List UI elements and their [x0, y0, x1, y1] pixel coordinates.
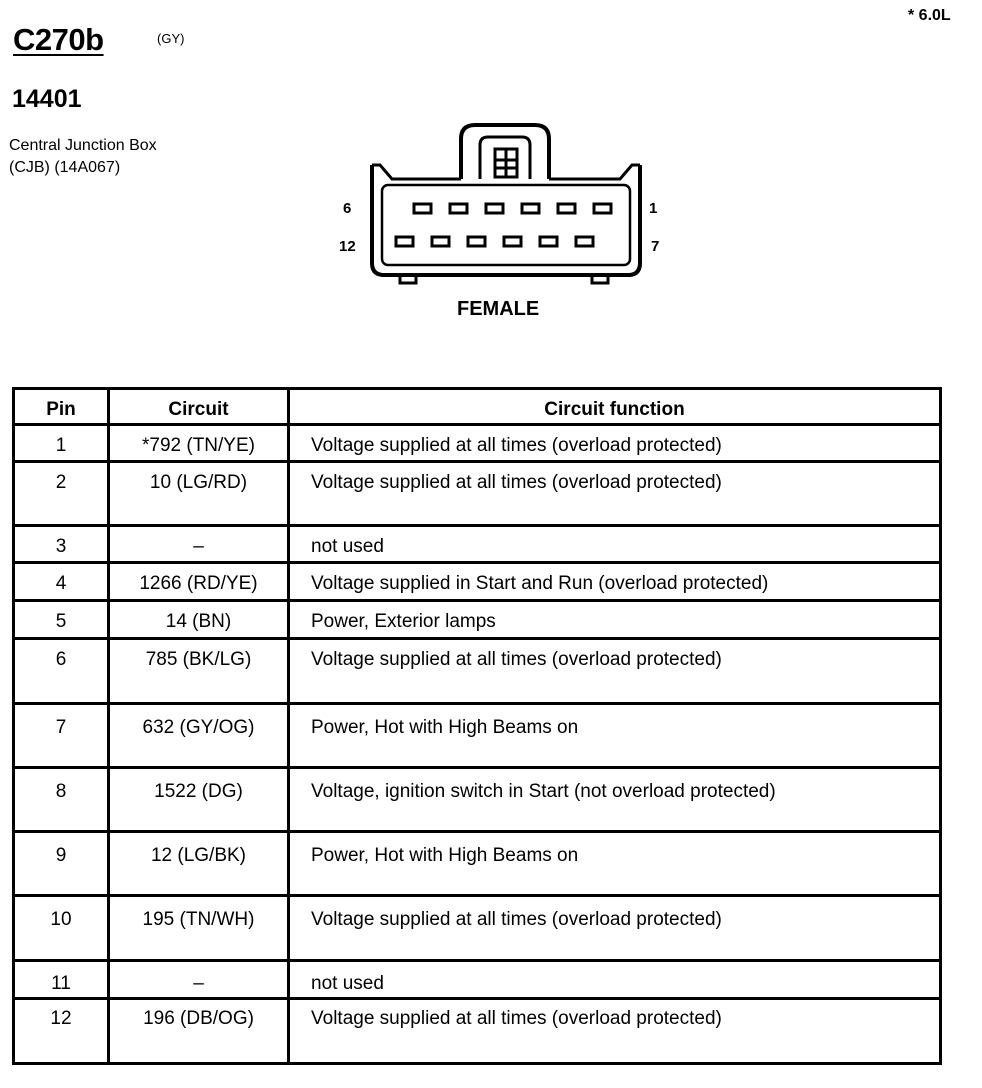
- table-row: [15, 426, 939, 463]
- pin-cell: 1: [15, 426, 110, 463]
- pin-cavity-7: [576, 237, 593, 246]
- connector-face-diagram: [330, 115, 670, 290]
- pin-cell: 10: [15, 897, 110, 962]
- pin-cavity-12: [396, 237, 413, 246]
- pin-cavity-10: [468, 237, 485, 246]
- circuit-cell: 12 (LG/BK): [110, 833, 290, 897]
- function-cell: not used: [290, 962, 939, 1000]
- connector-shoulder-left: [372, 165, 461, 179]
- table-row: [15, 564, 939, 602]
- pin-cell: 3: [15, 527, 110, 564]
- circuit-cell: 1266 (RD/YE): [110, 564, 290, 602]
- table-row: [15, 897, 939, 962]
- circuit-cell: 10 (LG/RD): [110, 463, 290, 527]
- pin-cavity-3: [522, 204, 539, 213]
- pin-cell: 12: [15, 1000, 110, 1062]
- function-cell: Voltage, ignition switch in Start (not overload protected): [290, 769, 939, 833]
- table-row: [15, 640, 939, 705]
- connector-housing-inner: [382, 185, 630, 265]
- pin-label-top-right: 1: [649, 200, 658, 217]
- engine-note: * 6.0L: [908, 7, 951, 24]
- circuit-cell: 1522 (DG): [110, 769, 290, 833]
- function-cell: Voltage supplied at all times (overload protected): [290, 640, 939, 705]
- pin-cell: 11: [15, 962, 110, 1000]
- pin-cavity-5: [450, 204, 467, 213]
- circuit-cell: 785 (BK/LG): [110, 640, 290, 705]
- pin-cavity-9: [504, 237, 521, 246]
- part-number: 14401: [12, 85, 82, 113]
- function-cell: Voltage supplied at all times (overload protected): [290, 463, 939, 527]
- pin-label-top-left: 6: [343, 200, 352, 217]
- connector-gender-label: FEMALE: [457, 298, 540, 320]
- circuit-cell: –: [110, 962, 290, 1000]
- function-cell: not used: [290, 527, 939, 564]
- circuit-cell: –: [110, 527, 290, 564]
- pin-label-bottom-right: 7: [651, 238, 660, 255]
- table-row: [15, 769, 939, 833]
- table-row: [15, 962, 939, 1000]
- function-cell: Power, Hot with High Beams on: [290, 833, 939, 897]
- pin-cell: 4: [15, 564, 110, 602]
- table-row: [15, 602, 939, 640]
- pin-cell: 8: [15, 769, 110, 833]
- table-row: [15, 463, 939, 527]
- circuit-cell: 632 (GY/OG): [110, 705, 290, 769]
- component-description: Central Junction Box: [9, 137, 157, 154]
- table-row: [15, 705, 939, 769]
- column-header-pin: Pin: [15, 390, 110, 426]
- function-cell: Voltage supplied at all times (overload protected): [290, 897, 939, 962]
- pin-cavity-6: [414, 204, 431, 213]
- connector-color-code: (GY): [157, 31, 185, 46]
- function-cell: Power, Hot with High Beams on: [290, 705, 939, 769]
- circuit-cell: *792 (TN/YE): [110, 426, 290, 463]
- pin-cell: 5: [15, 602, 110, 640]
- pin-cavity-1: [594, 204, 611, 213]
- pin-cavity-11: [432, 237, 449, 246]
- column-header-circuit: Circuit: [110, 390, 290, 426]
- connector-shoulder-right: [549, 165, 640, 179]
- circuit-cell: 196 (DB/OG): [110, 1000, 290, 1062]
- pin-cell: 6: [15, 640, 110, 705]
- connector-id: C270b: [13, 22, 104, 57]
- function-cell: Voltage supplied at all times (overload protected): [311, 1008, 722, 1029]
- table-row: [15, 833, 939, 897]
- connector-housing: [372, 165, 640, 275]
- pin-cell: 7: [15, 705, 110, 769]
- column-header-function: Circuit function: [290, 390, 939, 426]
- pin-label-bottom-left: 12: [339, 238, 356, 255]
- function-cell: Voltage supplied at all times (overload protected): [290, 426, 939, 463]
- pin-cavity-8: [540, 237, 557, 246]
- pin-cavity-4: [486, 204, 503, 213]
- function-cell: Voltage supplied in Start and Run (overload protected): [290, 564, 939, 602]
- circuit-cell: 195 (TN/WH): [110, 897, 290, 962]
- pin-cell: 9: [15, 833, 110, 897]
- table-row: [15, 527, 939, 564]
- component-code: (CJB) (14A067): [9, 159, 121, 176]
- function-cell: Power, Exterior lamps: [290, 602, 939, 640]
- table-header-row: [15, 390, 939, 426]
- pin-cell: 2: [15, 463, 110, 527]
- circuit-cell: 14 (BN): [110, 602, 290, 640]
- pin-cavity-2: [558, 204, 575, 213]
- table-row: [15, 1000, 939, 1062]
- pinout-table: [12, 387, 942, 1065]
